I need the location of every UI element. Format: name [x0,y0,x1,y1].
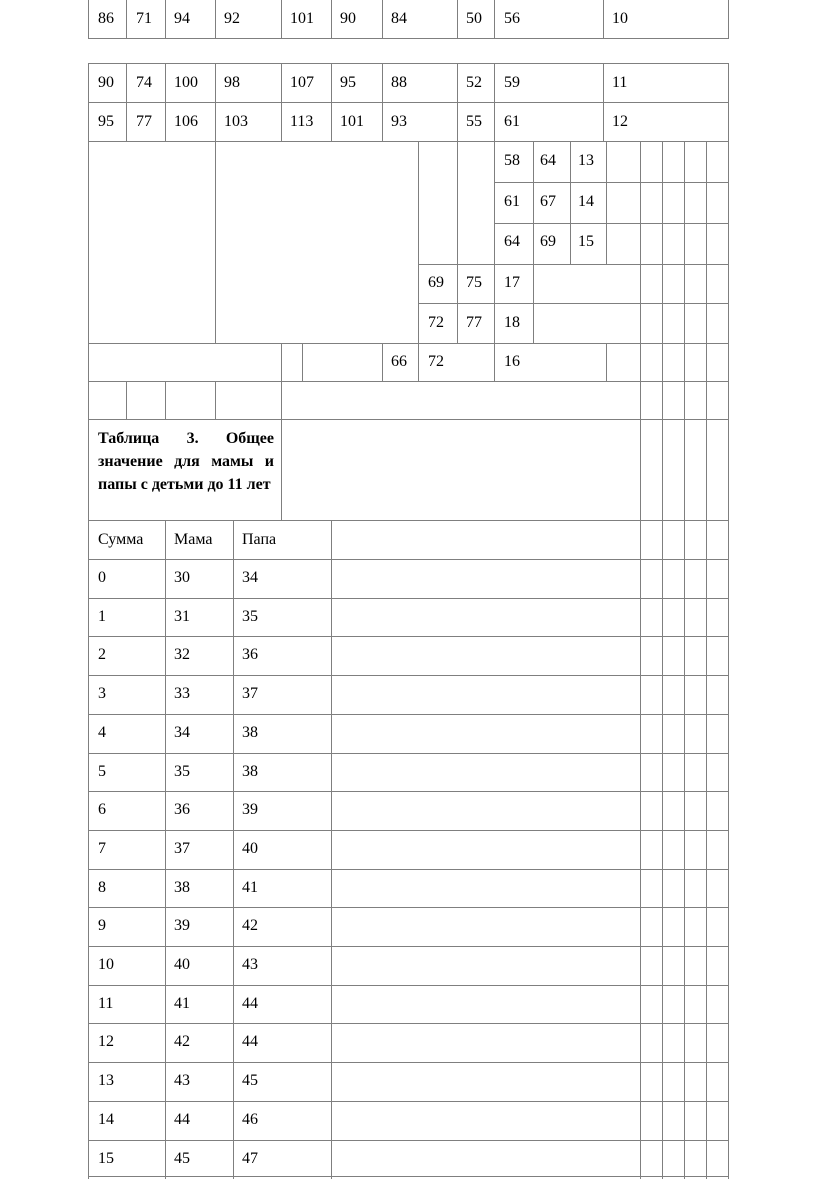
table-border [88,141,89,344]
table-cell: 93 [391,113,407,130]
table-border [88,520,729,521]
table-cell: 45 [174,1150,190,1167]
column-header: Мама [174,531,213,548]
table-cell: 90 [98,74,114,91]
table-border [281,102,282,142]
table-cell: 13 [98,1072,114,1089]
table-cell: 39 [174,917,190,934]
table-border [603,0,604,39]
table-border [88,141,729,142]
table-border [215,63,216,103]
table-border [88,1176,729,1177]
table-border [418,264,729,265]
table-border [88,343,89,382]
table-border [88,381,729,382]
table-cell: 72 [428,353,444,370]
table-cell: 72 [428,314,444,331]
table-cell: 30 [174,569,190,586]
table-cell: 35 [242,608,258,625]
table-cell: 61 [504,113,520,130]
table-border [88,636,729,637]
table-cell: 45 [242,1072,258,1089]
table-border [88,419,89,521]
table-border [281,0,282,39]
table-border [331,63,332,103]
table-border [88,598,729,599]
table-border [281,381,282,420]
table-border [494,182,729,183]
table-border [88,0,89,39]
table-border [88,343,729,344]
table-border [457,63,458,103]
table-border [88,520,89,1179]
table-cell: 2 [98,646,106,663]
table-cell: 38 [174,879,190,896]
table-cell: 74 [136,74,152,91]
table-cell: 39 [242,801,258,818]
table-cell: 5 [98,763,106,780]
table-cell: 61 [504,193,520,210]
table-border [457,141,458,265]
table-border [126,381,127,420]
table-cell: 0 [98,569,106,586]
table-cell: 8 [98,879,106,896]
table-cell: 12 [98,1033,114,1050]
table-cell: 36 [174,801,190,818]
table-cell: 95 [98,113,114,130]
table-border [215,141,216,344]
table-cell: 59 [504,74,520,91]
table-cell: 101 [290,10,314,27]
table-cell: 75 [466,274,482,291]
table-cell: 56 [504,10,520,27]
table-border [165,102,166,142]
table-cell: 36 [242,646,258,663]
table-cell: 77 [466,314,482,331]
table-border [126,102,127,142]
table-border [88,559,729,560]
table-border [88,1101,729,1102]
table-cell: 84 [391,10,407,27]
table-border [88,714,729,715]
table-cell: 41 [174,995,190,1012]
table-cell: 38 [242,763,258,780]
table-border [165,520,166,1179]
table-border [418,343,419,382]
table-cell: 32 [174,646,190,663]
table-cell: 40 [174,956,190,973]
table-cell: 41 [242,879,258,896]
table-border [494,102,495,142]
table-border [494,223,729,224]
table-cell: 103 [224,113,248,130]
table-cell: 77 [136,113,152,130]
table-border [88,1023,729,1024]
table-border [88,907,729,908]
table-cell: 14 [98,1111,114,1128]
table-border [165,381,166,420]
table-cell: 67 [540,193,556,210]
table-cell: 66 [391,353,407,370]
table-border [88,1140,729,1141]
table-cell: 64 [540,152,556,169]
table-border [457,264,458,344]
table-border [606,343,607,382]
table-border [603,102,604,142]
table-border [88,63,89,103]
table-border [382,102,383,142]
table-border [302,343,303,382]
table-border [331,520,332,1179]
table-border [457,102,458,142]
table-border [281,343,282,382]
table-border [88,675,729,676]
table-cell: 55 [466,113,482,130]
column-header: Сумма [98,531,144,548]
table-cell: 12 [612,113,628,130]
table-border [331,0,332,39]
table-cell: 52 [466,74,482,91]
table-border [215,381,216,420]
table-cell: 69 [428,274,444,291]
table-cell: 13 [578,152,594,169]
table-border [165,0,166,39]
table-border [126,63,127,103]
table-border [728,63,729,103]
table-cell: 46 [242,1111,258,1128]
table-border [233,520,234,1179]
table-cell: 94 [174,10,190,27]
table-border [88,753,729,754]
table-cell: 6 [98,801,106,818]
table-cell: 14 [578,193,594,210]
table-cell: 3 [98,685,106,702]
table-cell: 15 [98,1150,114,1167]
table-cell: 88 [391,74,407,91]
table-cell: 44 [174,1111,190,1128]
table-cell: 42 [242,917,258,934]
table-border [126,0,127,39]
table-border [88,946,729,947]
table-cell: 44 [242,1033,258,1050]
table-cell: 42 [174,1033,190,1050]
table-cell: 92 [224,10,240,27]
table-border [494,63,495,103]
table-cell: 9 [98,917,106,934]
table-cell: 98 [224,74,240,91]
table-border [165,63,166,103]
table-cell: 71 [136,10,152,27]
table-cell: 43 [242,956,258,973]
table-cell: 64 [504,233,520,250]
table-cell: 4 [98,724,106,741]
table-border [88,63,729,64]
table-cell: 43 [174,1072,190,1089]
table-border [382,343,383,382]
table-cell: 1 [98,608,106,625]
table-cell: 37 [174,840,190,857]
table-border [382,63,383,103]
table-border [728,102,729,142]
table-cell: 16 [504,353,520,370]
table-border [533,141,534,265]
table-cell: 95 [340,74,356,91]
table-border [457,0,458,39]
table-border [418,303,729,304]
table-cell: 38 [242,724,258,741]
table-cell: 11 [98,995,114,1012]
table-border [88,1062,729,1063]
table-border [88,102,89,142]
table-border [494,141,495,344]
table-cell: 34 [174,724,190,741]
table-border [88,985,729,986]
table-cell: 37 [242,685,258,702]
table-border [88,791,729,792]
table-cell: 86 [98,10,114,27]
table-cell: 100 [174,74,198,91]
table-border [382,0,383,39]
table-cell: 69 [540,233,556,250]
table-border [494,343,495,382]
table-cell: 47 [242,1150,258,1167]
table-cell: 107 [290,74,314,91]
column-header: Папа [242,531,277,548]
table-cell: 106 [174,113,198,130]
table-cell: 18 [504,314,520,331]
table-cell: 35 [174,763,190,780]
table-border [728,0,729,39]
table-cell: 44 [242,995,258,1012]
table-border [281,63,282,103]
table-cell: 90 [340,10,356,27]
table-cell: 33 [174,685,190,702]
table-cell: 11 [612,74,628,91]
table-border [88,869,729,870]
table-cell: 15 [578,233,594,250]
table-border [603,63,604,103]
table-caption: Таблица 3. Общее значение для мамы и папы с детьми до 11 лет [98,430,274,493]
table-cell: 31 [174,608,190,625]
table-border [533,264,534,344]
table-border [331,102,332,142]
table-cell: 10 [98,956,114,973]
table-cell: 113 [290,113,314,130]
table-cell: 50 [466,10,482,27]
table-cell: 101 [340,113,364,130]
table-cell: 58 [504,152,520,169]
table-cell: 10 [612,10,628,27]
table-border [215,0,216,39]
table-border [88,38,729,39]
table-border [281,419,282,521]
table-cell: 34 [242,569,258,586]
table-border [88,102,729,103]
table-border [570,141,571,265]
table-border [418,141,419,344]
table-border [606,141,607,265]
table-cell: 40 [242,840,258,857]
table-cell: 7 [98,840,106,857]
table-border [215,102,216,142]
table-border [88,419,729,420]
table-border [494,0,495,39]
table-cell: 17 [504,274,520,291]
table-border [88,830,729,831]
table-border [88,381,89,420]
